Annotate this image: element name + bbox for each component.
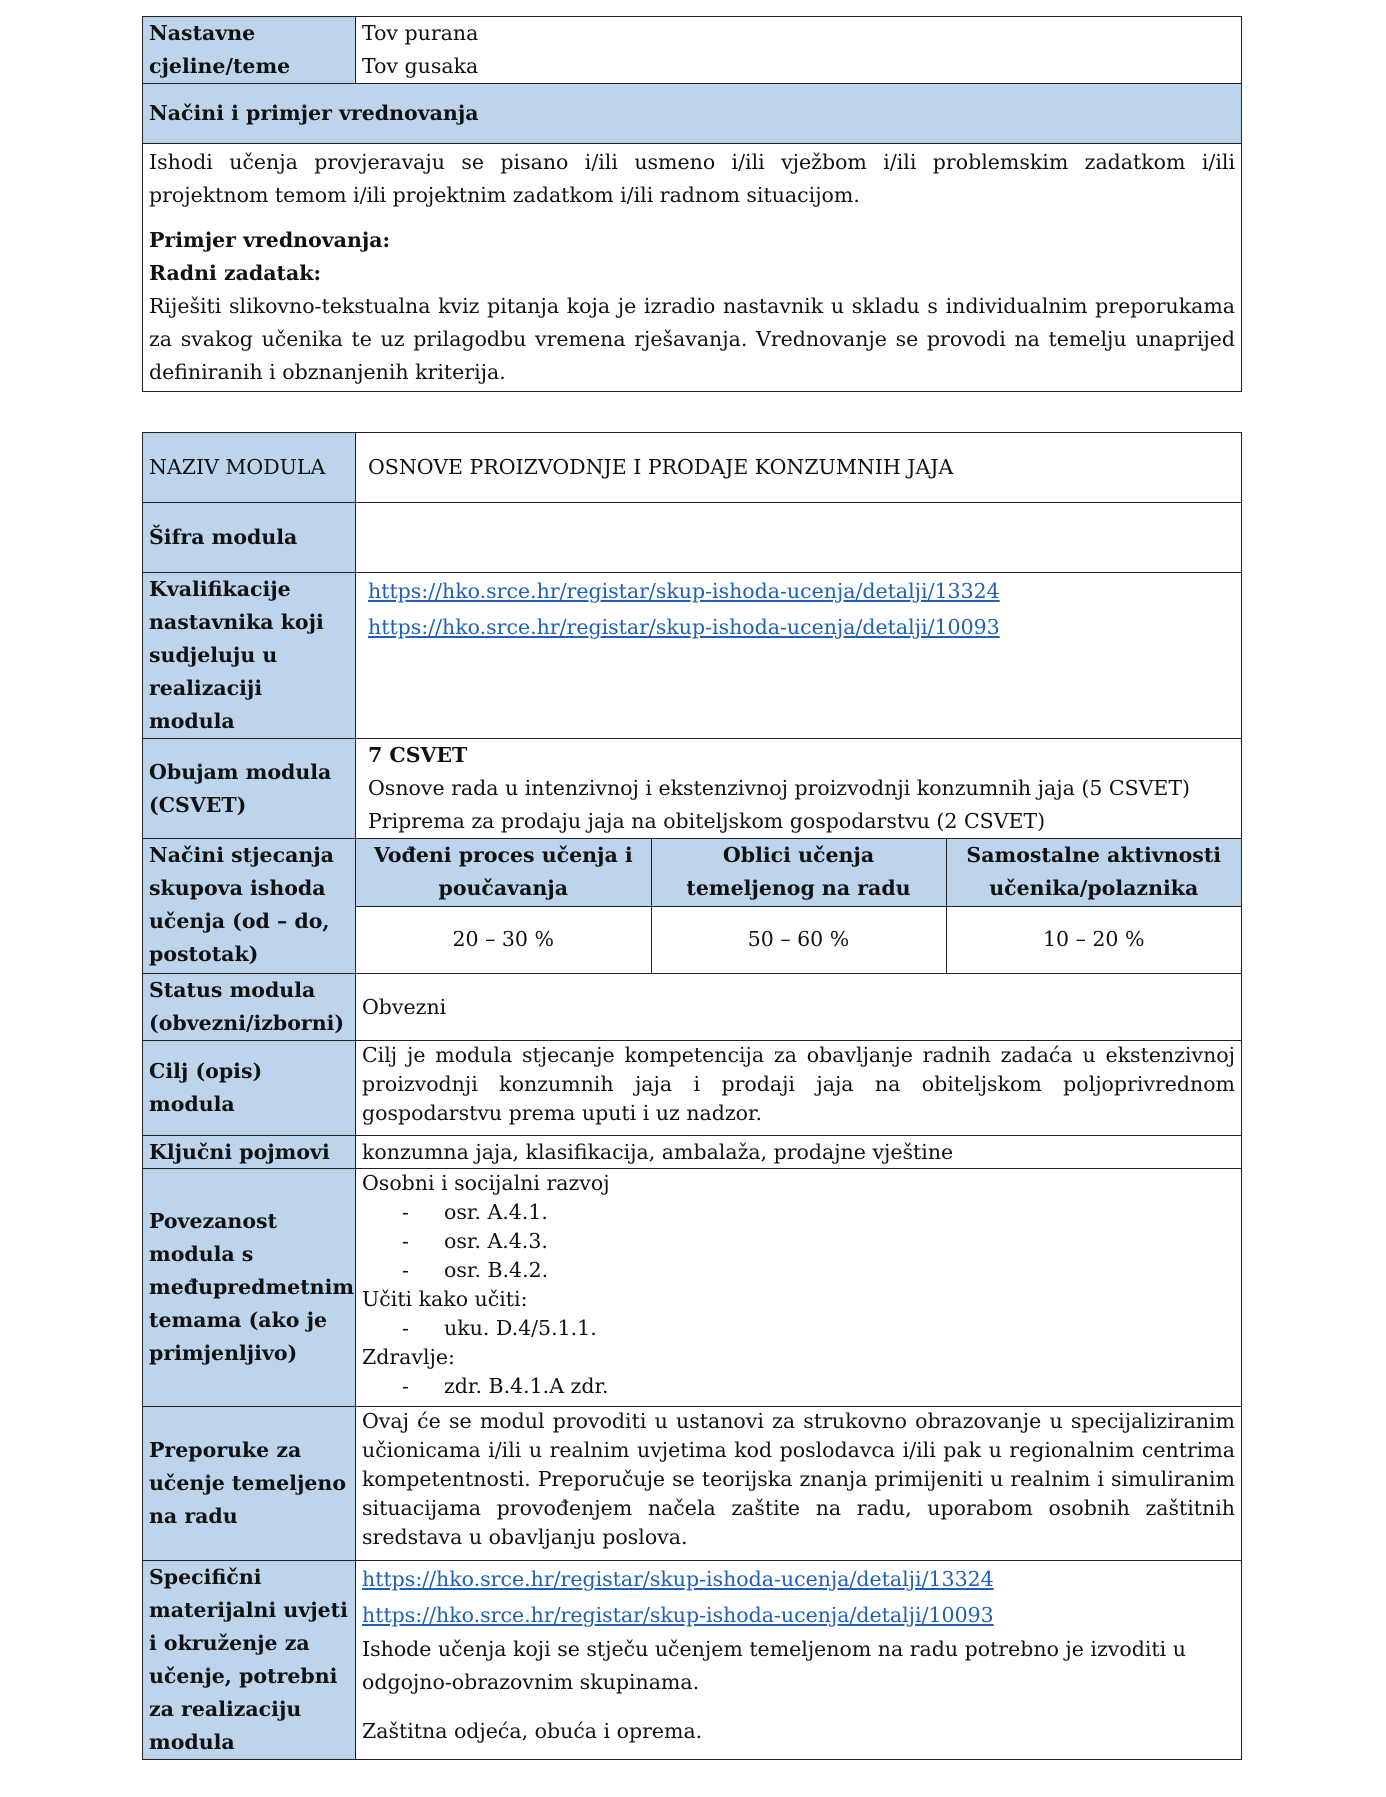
evaluation-body-row: [143, 144, 1242, 392]
crosscurricular-row: [143, 1169, 1242, 1407]
evaluation-table: [142, 16, 1242, 392]
conditions-value: [356, 1561, 1242, 1760]
evaluation-header-row: [143, 84, 1242, 144]
module-table: [142, 432, 1242, 1760]
qualification-link-13324[interactable]: https://hko.srce.hr/registar/skup-ishoda-ucenja/detalji/13324: [368, 579, 1000, 603]
module-code-label: Šifra modula: [143, 503, 356, 573]
keywords-label: Ključni pojmovi: [143, 1136, 356, 1169]
status-row: [143, 974, 1242, 1041]
crosscurricular-item: - osr. B.4.2.: [402, 1258, 549, 1282]
conditions-row: [143, 1561, 1242, 1760]
task-heading: Radni zadatak:: [149, 261, 322, 285]
evaluation-text: Ishodi učenja provjeravaju se pisano i/ili usmeno i/ili vježbom i/ili problemskim zadatkom i/ili projektnom temom i/ili projektnim zadatkom i/ili radnom situacijom.: [149, 150, 1235, 207]
qualification-link-10093[interactable]: https://hko.srce.hr/registar/skup-ishoda-ucenja/detalji/10093: [368, 615, 1000, 639]
wbl-value: Ovaj će se modul provoditi u ustanovi za strukovno obrazovanje u specijaliziranim učionicama i/ili u realnim uvjetima kod poslodavca i/ili pak u regionalnim centrima kompetentnosti. Preporučuje se teorijska znanja primijeniti u realnim i simuliranim situacijama provođenjem načela zaštite na radu, uporabom osobnih zaštitnih sredstava u obavljanju poslova.: [356, 1407, 1242, 1561]
module-name-label: NAZIV MODULA: [143, 433, 356, 503]
crosscurricular-value: [356, 1169, 1242, 1407]
goal-row: [143, 1041, 1242, 1136]
conditions-link-10093[interactable]: https://hko.srce.hr/registar/skup-ishoda-ucenja/detalji/10093: [362, 1603, 994, 1627]
topics-row: [143, 17, 1242, 84]
crosscurricular-group-title: Osobni i socijalni razvoj: [362, 1171, 610, 1195]
scope-label: Obujam modula (CSVET): [143, 739, 356, 839]
conditions-link-13324[interactable]: https://hko.srce.hr/registar/skup-ishoda-ucenja/detalji/13324: [362, 1567, 994, 1591]
acquisition-header-independent: Samostalne aktivnosti učenika/polaznika: [946, 839, 1241, 906]
crosscurricular-label: Povezanost modula s međupredmetnim temama (ako je primjenljivo): [143, 1169, 356, 1407]
evaluation-body: [143, 144, 1242, 392]
scope-value: [356, 739, 1242, 839]
crosscurricular-group-title: Učiti kako učiti:: [362, 1287, 528, 1311]
crosscurricular-group-title: Zdravlje:: [362, 1345, 455, 1369]
keywords-value: konzumna jaja, klasifikacija, ambalaža, prodajne vještine: [356, 1136, 1242, 1169]
crosscurricular-item: - osr. A.4.3.: [402, 1229, 548, 1253]
evaluation-header: Načini i primjer vrednovanja: [143, 84, 1242, 144]
status-label: Status modula (obvezni/izborni): [143, 974, 356, 1041]
topics-label: Nastavne cjeline/teme: [143, 17, 356, 84]
module-code-row: [143, 503, 1242, 573]
qualifications-value: [356, 573, 1242, 739]
conditions-equipment: Zaštitna odjeća, obuća i oprema.: [362, 1719, 703, 1743]
example-heading: Primjer vrednovanja:: [149, 228, 391, 252]
topic-item: Tov gusaka: [362, 54, 479, 78]
task-text: Riješiti slikovno-tekstualna kviz pitanja koja je izradio nastavnik u skladu s individualnim preporukama za svakog učenika te uz prilagodbu vremena rješavanja. Vrednovanje se provodi na temelju unaprijed definiranih i obznanjenih kriterija.: [149, 294, 1235, 384]
goal-label: Cilj (opis) modula: [143, 1041, 356, 1136]
topics-value: [356, 17, 1242, 84]
topic-item: Tov purana: [362, 21, 479, 45]
acquisition-row: [143, 839, 1242, 974]
acquisition-subtable: [356, 839, 1241, 973]
status-value: Obvezni: [356, 974, 1242, 1041]
keywords-row: [143, 1136, 1242, 1169]
scope-item: Priprema za prodaju jaja na obiteljskom gospodarstvu (2 CSVET): [368, 809, 1046, 833]
goal-value: Cilj je modula stjecanje kompetencija za obavljanje radnih zadaća u ekstenzivnoj proizvodnji konzumnih jaja i prodaji jaja na obiteljskom poljoprivrednom gospodarstvu prema uputi i uz nadzor.: [356, 1041, 1242, 1136]
conditions-text: Ishode učenja koji se stječu učenjem temeljenom na radu potrebno je izvoditi u odgojno-obrazovnim skupinama.: [362, 1637, 1186, 1694]
acquisition-value-guided: 20 – 30 %: [356, 906, 651, 973]
module-name-value: OSNOVE PROIZVODNJE I PRODAJE KONZUMNIH JAJA: [356, 433, 1242, 503]
acquisition-header-work-based: Oblici učenja temeljenog na radu: [651, 839, 946, 906]
acquisition-value: [356, 839, 1242, 974]
crosscurricular-item: - osr. A.4.1.: [402, 1200, 548, 1224]
crosscurricular-item: - zdr. B.4.1.A zdr.: [402, 1374, 609, 1398]
acquisition-value-independent: 10 – 20 %: [946, 906, 1241, 973]
scope-row: [143, 739, 1242, 839]
scope-item: Osnove rada u intenzivnoj i ekstenzivnoj proizvodnji konzumnih jaja (5 CSVET): [368, 776, 1191, 800]
acquisition-value-work-based: 50 – 60 %: [651, 906, 946, 973]
wbl-label: Preporuke za učenje temeljeno na radu: [143, 1407, 356, 1561]
scope-total: 7 CSVET: [368, 743, 468, 767]
wbl-row: [143, 1407, 1242, 1561]
module-code-value: [356, 503, 1242, 573]
qualifications-label: Kvalifikacije nastavnika koji sudjeluju u realizaciji modula: [143, 573, 356, 739]
conditions-label: Specifični materijalni uvjeti i okruženje za učenje, potrebni za realizaciju modula: [143, 1561, 356, 1760]
qualifications-row: [143, 573, 1242, 739]
acquisition-label: Načini stjecanja skupova ishoda učenja (od – do, postotak): [143, 839, 356, 974]
acquisition-header-guided: Vođeni proces učenja i poučavanja: [356, 839, 651, 906]
module-name-row: [143, 433, 1242, 503]
crosscurricular-item: - uku. D.4/5.1.1.: [402, 1316, 597, 1340]
